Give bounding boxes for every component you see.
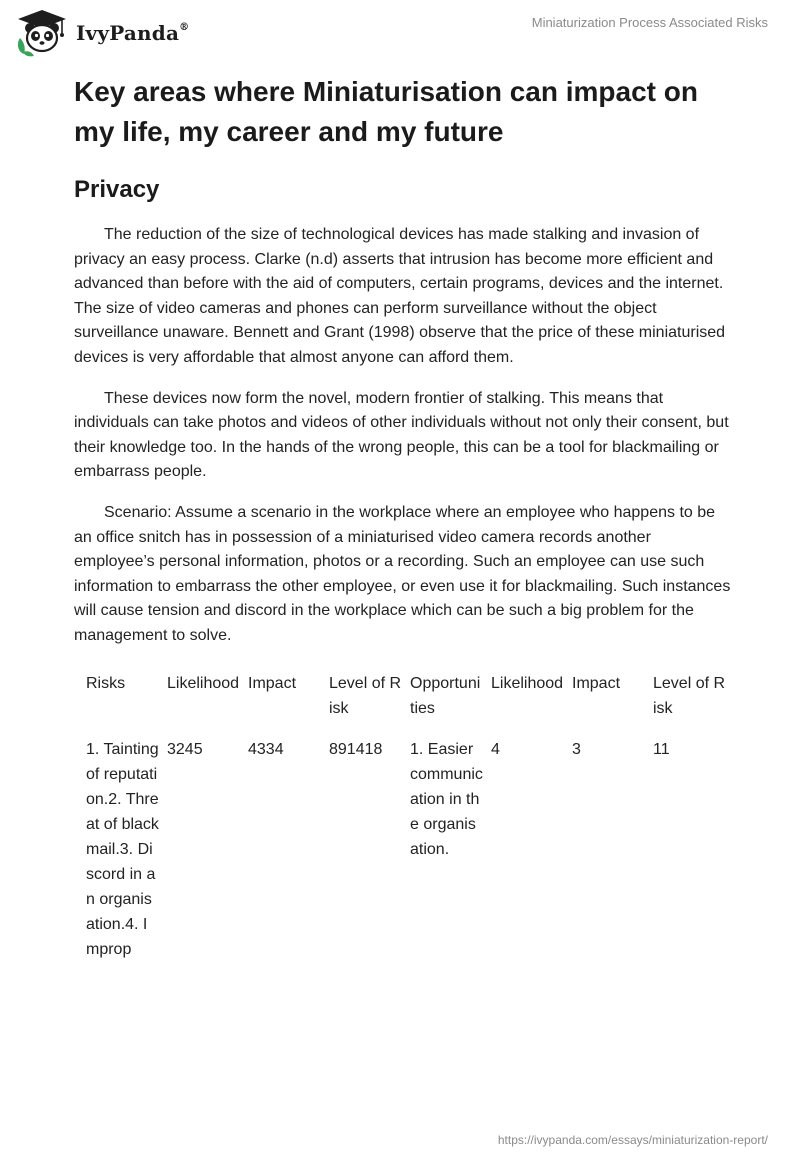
risk-opportunity-table — [78, 671, 726, 962]
cell-opportunity-likelihood: 4 — [491, 741, 500, 758]
document-title: Miniaturization Process Associated Risks — [531, 15, 768, 30]
cell-opportunity-level: 11 — [653, 741, 670, 758]
ivypanda-logo[interactable] — [14, 8, 189, 58]
header-risks: Risks — [86, 675, 126, 692]
cell-opportunity-impact: 3 — [572, 741, 581, 758]
source-url-link[interactable]: https://ivypanda.com/essays/miniaturization-report/ — [497, 1133, 768, 1147]
header-opportunity-impact: Impact — [572, 675, 621, 692]
cell-risk-level: 891418 — [329, 741, 383, 758]
header-opportunity-level: Level of Risk — [653, 675, 726, 717]
paragraph: The reduction of the size of technological devices has made stalking and invasion of privacy an easy process. Clarke (n.d) asserts that intrusion has become more efficient and advanced than before with the aid of computers, certain programs, devices and the internet. The size of video cameras and phones can perform surveillance without the object surveillance unaware. Bennett and Grant (1998) observe that the price of these miniaturised devices is very affordable that almost anyone can afford them. — [74, 226, 726, 366]
page-heading: Key areas where Miniaturisation can impact on my life, my career and my future — [74, 76, 698, 147]
header-opportunity-likelihood: Likelihood — [491, 675, 564, 692]
section-heading-privacy: Privacy — [74, 176, 160, 203]
cell-risk-impact: 4334 — [248, 741, 284, 758]
article-body — [74, 223, 734, 665]
table-row — [78, 737, 726, 962]
paragraph: These devices now form the novel, modern frontier of stalking. This means that individuals can take photos and videos of other individuals without not only their consent, but their knowledge too. In the hands of the wrong people, this can be a tool for blackmailing or embarrass people. — [74, 389, 729, 481]
panda-graduate-icon — [14, 8, 70, 58]
cell-risks: 1. Tainting of reputation.2. Threat of blackmail.3. Discord in an organisation.4. Improp — [86, 741, 159, 958]
header-risk-level: Level of Risk — [329, 675, 402, 717]
table-header-row — [78, 671, 726, 737]
paragraph: Scenario: Assume a scenario in the workplace where an employee who happens to be an office snitch has in possession of a miniaturised video camera records another employee’s personal information, photos or a recording. Such an employee can use such information to embarrass the other employee, or even use it for blackmailing. Such instances will cause tension and discord in the workplace which can be such a big problem for the management to solve. — [74, 503, 731, 644]
registered-mark: ® — [179, 22, 190, 34]
cell-risk-likelihood: 3245 — [167, 741, 203, 758]
header-risk-impact: Impact — [248, 675, 297, 692]
header-risk-likelihood: Likelihood — [167, 675, 240, 692]
brand-name — [76, 21, 189, 45]
brand-text: IvyPanda — [76, 21, 180, 45]
cell-opportunities: 1. Easier communication in the organisation. — [410, 741, 483, 858]
page-header — [0, 0, 800, 70]
header-opportunities: Opportunities — [410, 675, 481, 717]
